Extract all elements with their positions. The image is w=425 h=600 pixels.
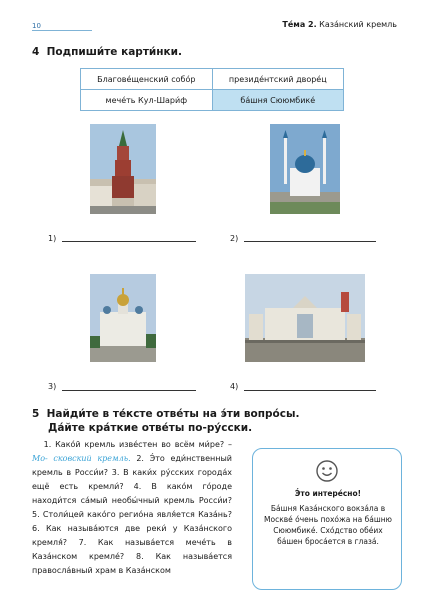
task5-text: [32, 438, 232, 578]
answer-line-4[interactable]: [244, 390, 376, 391]
info-box: [252, 448, 402, 590]
topic-header: [282, 20, 397, 29]
word-cell: мече́ть Кул-Шари́ф: [81, 90, 213, 111]
word-cell: ба́шня Сююмбике́: [212, 90, 343, 111]
header-rule: [32, 30, 92, 31]
info-text: Ба́шня Каза́нского вокза́ла в Москве́ о́чень похо́жа на ба́шню Сююмбике́. Схо́дство обе́их ба́шен броса́ется в глаза́.: [264, 504, 392, 546]
topic-label: Те́ма 2.: [282, 20, 317, 29]
task5-title-2: Да́йте кра́ткие отве́ты по-ру́сски.: [48, 422, 253, 434]
answer-label-2: 2): [230, 234, 239, 243]
questions-rest: 2. Э́то еди́нственный кремль в Росси́и? 3. В каки́х ру́сских города́х ещё есть кремли́? 4. В како́м го́роде находи́тся са́мый необы́чный кремль Росси́и? 5. Столи́цей како́го регио́на явля́ется Каза́нь? 6. Как называ́ются две реки́ у Каза́нского кремля́? 7. Как называ́ется мече́ть в Каза́нском кремле́? 8. Как называ́ется правосла́вный храм в Каза́нском: [32, 454, 233, 575]
handwritten-answer-2: сковский кремль.: [53, 454, 131, 463]
task4-heading: [32, 45, 182, 59]
question-1: 1. Како́й кремль изве́стен во всём ми́ре? –: [43, 440, 232, 449]
page-number: 10: [32, 22, 41, 30]
photo-mosque: [270, 124, 340, 214]
topic-title: Каза́нский кремль: [319, 20, 397, 29]
answer-label-3: 3): [48, 382, 57, 391]
task5-number: 5: [32, 408, 40, 420]
word-cell: Благове́щенский собо́р: [81, 69, 213, 90]
task4-title: Подпиши́те карти́нки.: [46, 46, 182, 58]
answer-label-1: 1): [48, 234, 57, 243]
answer-line-3[interactable]: [62, 390, 196, 391]
handwritten-answer-1: Мо-: [32, 454, 48, 463]
smiley-icon: [315, 459, 339, 487]
word-table: [80, 68, 344, 111]
photo-tower: [90, 124, 156, 214]
photo-cathedral: [90, 274, 156, 362]
photo-palace: [245, 274, 365, 362]
answer-line-2[interactable]: [244, 241, 376, 242]
info-title: Э́то интере́сно!: [294, 489, 362, 498]
task5-heading: [32, 407, 299, 421]
answer-label-4: 4): [230, 382, 239, 391]
task5-title-1: Найди́те в те́ксте отве́ты на э́ти вопро́сы.: [46, 408, 300, 420]
answer-line-1[interactable]: [62, 241, 196, 242]
word-cell: президе́нтский дворе́ц: [212, 69, 343, 90]
task4-number: 4: [32, 46, 40, 58]
